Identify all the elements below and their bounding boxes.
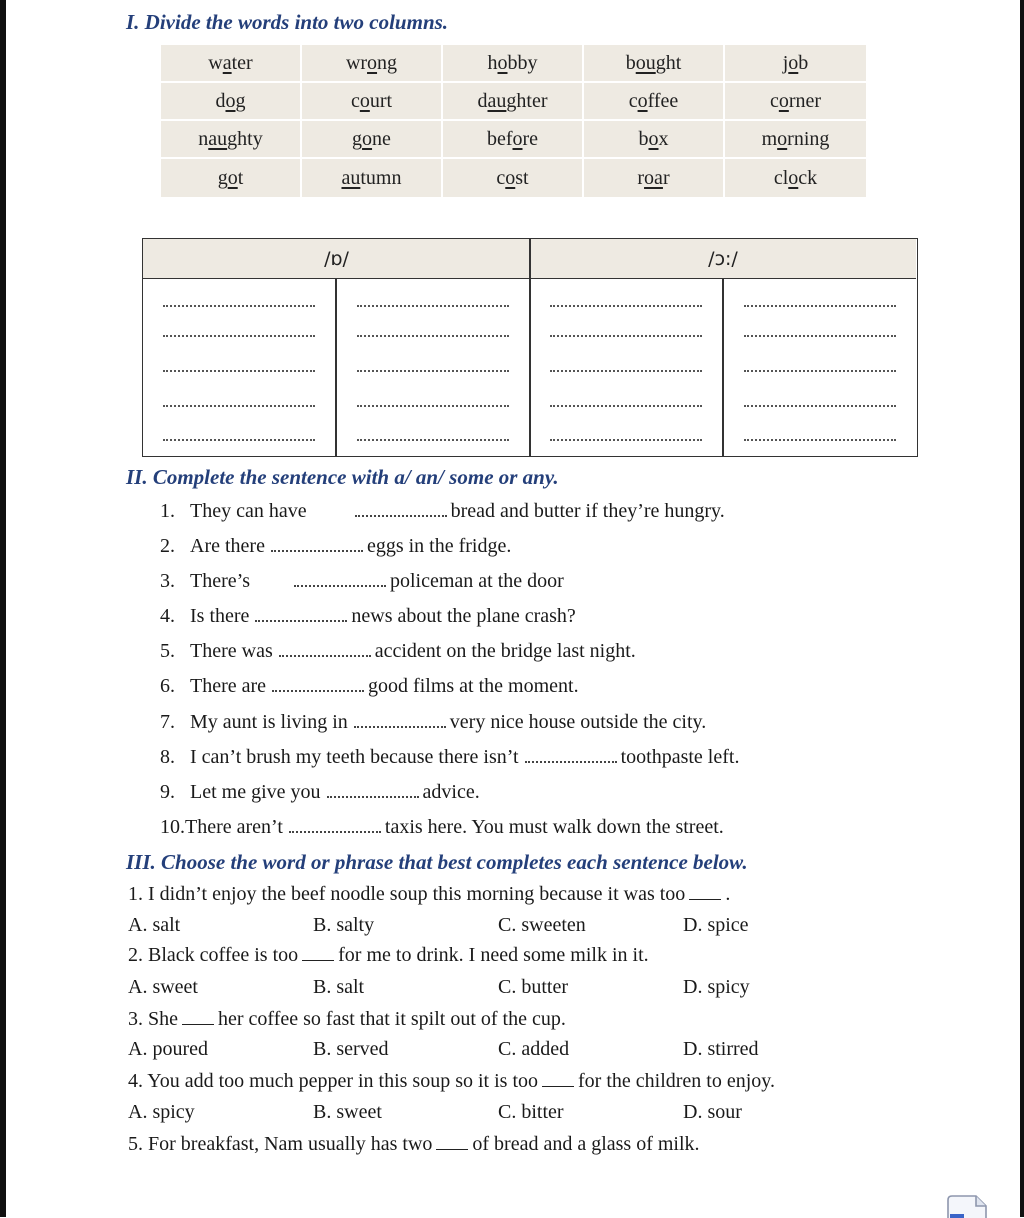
answer-blank[interactable] (550, 370, 702, 372)
screen-edge-right (1020, 0, 1024, 1217)
answer-blank[interactable] (163, 335, 315, 337)
answer-blank[interactable] (163, 305, 315, 307)
phoneme-long-header: /ɔ:/ (530, 239, 916, 279)
word-cell: coffee (584, 83, 725, 121)
answer-blank[interactable] (302, 960, 334, 961)
column-divider (722, 279, 724, 456)
fill-blank[interactable] (355, 515, 447, 517)
word-row (161, 83, 866, 121)
answer-blank[interactable] (744, 405, 896, 407)
sentence-item: 9. Let me give you advice. (160, 781, 480, 803)
sentence-item: 1. They can have bread and butter if they’re hungry. (160, 500, 725, 522)
word-cell: job (725, 45, 866, 83)
word-cell: hobby (443, 45, 584, 83)
answer-option[interactable]: A. salt (128, 914, 181, 936)
answer-blank[interactable] (689, 899, 721, 900)
word-cell: morning (725, 121, 866, 159)
document-icon (942, 1194, 990, 1218)
answer-option[interactable]: D. spicy (683, 976, 750, 998)
word-cell: dog (161, 83, 302, 121)
answer-blank[interactable] (357, 335, 509, 337)
word-row (161, 121, 866, 159)
word-cell: autumn (302, 159, 443, 197)
sentence-item: 4. Is there news about the plane crash? (160, 605, 576, 627)
section2-title: II. Complete the sentence with a/ an/ some or any. (126, 465, 559, 489)
word-cell: got (161, 159, 302, 197)
question-item: 1. I didn’t enjoy the beef noodle soup this morning because it was too . (128, 883, 731, 905)
answer-blank[interactable] (550, 305, 702, 307)
answer-blank[interactable] (542, 1086, 574, 1087)
answer-option[interactable]: B. sweet (313, 1101, 382, 1123)
answer-blank[interactable] (182, 1024, 214, 1025)
answer-blank[interactable] (357, 370, 509, 372)
answer-blank[interactable] (163, 439, 315, 441)
sentence-item: 10.There aren’t taxis here. You must walk down the street. (160, 816, 724, 838)
answer-blank[interactable] (550, 439, 702, 441)
answer-blank[interactable] (550, 405, 702, 407)
sentence-item: 8. I can’t brush my teeth because there isn’t toothpaste left. (160, 746, 740, 768)
word-cell: daughter (443, 83, 584, 121)
fill-blank[interactable] (271, 550, 363, 552)
phoneme-table (142, 238, 918, 457)
answer-option[interactable]: B. served (313, 1038, 389, 1060)
answer-blank[interactable] (744, 305, 896, 307)
answer-blank[interactable] (744, 370, 896, 372)
fill-blank[interactable] (354, 726, 446, 728)
word-cell: box (584, 121, 725, 159)
word-cell: wrong (302, 45, 443, 83)
word-cell: clock (773, 166, 818, 189)
sentence-item: 7. My aunt is living in very nice house outside the city. (160, 711, 707, 733)
word-table (161, 45, 866, 197)
answer-option[interactable]: A. poured (128, 1038, 208, 1060)
question-item: 4. You add too much pepper in this soup so it is too for the children to enjoy. (128, 1070, 775, 1092)
word-row (161, 45, 866, 83)
answer-option[interactable]: C. butter (498, 976, 568, 998)
word-row (161, 159, 866, 197)
answer-blank[interactable] (163, 405, 315, 407)
word-cell: gone (302, 121, 443, 159)
answer-blank[interactable] (357, 439, 509, 441)
phoneme-divider (529, 239, 531, 456)
word-cell: corner (725, 83, 866, 121)
question-item: 2. Black coffee is too for me to drink. I need some milk in it. (128, 944, 649, 966)
fill-blank[interactable] (327, 796, 419, 798)
question-item: 5. For breakfast, Nam usually has two of bread and a glass of milk. (128, 1133, 700, 1155)
word-cell: cost (443, 159, 584, 197)
word-cell: water (161, 45, 302, 83)
answer-blank[interactable] (436, 1149, 468, 1150)
word-cell: before (443, 121, 584, 159)
answer-blank[interactable] (744, 439, 896, 441)
sentence-item: 6. There are good films at the moment. (160, 675, 579, 697)
answer-blank[interactable] (550, 335, 702, 337)
fill-blank[interactable] (294, 585, 386, 587)
answer-option[interactable]: A. spicy (128, 1101, 195, 1123)
answer-blank[interactable] (357, 405, 509, 407)
sentence-item: 5. There was accident on the bridge last night. (160, 640, 636, 662)
word-cell: naughty (161, 121, 302, 159)
fill-blank[interactable] (279, 655, 371, 657)
answer-option[interactable]: D. stirred (683, 1038, 759, 1060)
sentence-item: 2. Are there eggs in the fridge. (160, 535, 512, 557)
phoneme-short-header: /ɒ/ (143, 239, 530, 279)
fill-blank[interactable] (272, 690, 364, 692)
answer-blank[interactable] (163, 370, 315, 372)
answer-option[interactable]: D. sour (683, 1101, 742, 1123)
screen-edge-left (0, 0, 6, 1217)
answer-blank[interactable] (744, 335, 896, 337)
fill-blank[interactable] (289, 831, 381, 833)
answer-option[interactable]: D. spice (683, 914, 749, 936)
section3-title: III. Choose the word or phrase that best completes each sentence below. (126, 850, 748, 874)
sentence-item: 3. There’s policeman at the door (160, 570, 564, 592)
section1-title: I. Divide the words into two columns. (126, 10, 449, 34)
answer-option[interactable]: C. added (498, 1038, 570, 1060)
fill-blank[interactable] (255, 620, 347, 622)
column-divider (335, 279, 337, 456)
answer-option[interactable]: C. sweeten (498, 914, 586, 936)
answer-blank[interactable] (357, 305, 509, 307)
word-cell: court (302, 83, 443, 121)
word-cell: bought (584, 45, 725, 83)
answer-option[interactable]: C. bitter (498, 1101, 564, 1123)
answer-option[interactable]: B. salty (313, 914, 375, 936)
answer-option[interactable]: B. salt (313, 976, 365, 998)
fill-blank[interactable] (525, 761, 617, 763)
word-cell: roar (584, 159, 725, 197)
answer-option[interactable]: A. sweet (128, 976, 198, 998)
question-item: 3. She her coffee so fast that it spilt out of the cup. (128, 1008, 566, 1030)
